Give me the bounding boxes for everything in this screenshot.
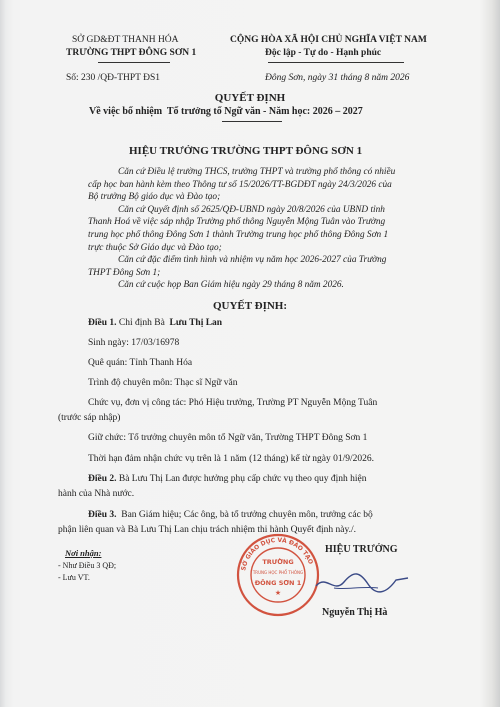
basis-line: Bộ trưởng Bộ giáo dục và Đào tạo; xyxy=(88,192,221,203)
school-name: TRƯỜNG THPT ĐÔNG SƠN 1 xyxy=(66,48,197,58)
basis-line: trực thuộc Sở Giáo dục và Đào tạo; xyxy=(88,242,222,253)
article3-text-cont: phận liên quan và Bà Lưu Thị Lan chịu trách nhiệm thi hành Quyết định này./. xyxy=(58,525,356,535)
recipient-item: - Lưu VT. xyxy=(58,573,90,582)
article2-label: Điều 2. xyxy=(88,474,117,484)
signer-name: Nguyễn Thị Hà xyxy=(322,607,388,618)
appointee-dob: Sinh ngày: 17/03/16978 xyxy=(88,338,180,348)
basis-line: Căn cứ đặc điểm tình hình và nhiệm vụ năm học 2026-2027 của Trường xyxy=(118,255,387,266)
appointee-position: Chức vụ, đơn vị công tác: Phó Hiệu trưởng, Trường PT Nguyễn Mộng Tuân xyxy=(88,398,378,408)
article1-label: Điều 1. xyxy=(88,318,117,328)
appointed-role: Giữ chức: Tổ trưởng chuyên môn tổ Ngữ văn, Trường THPT Đông Sơn 1 xyxy=(88,433,368,443)
appointee-hometown: Quê quán: Tỉnh Thanh Hóa xyxy=(88,358,193,368)
basis-line: trung học phổ thông Đông Sơn 1 thành Trường trung học phổ thông Đông Sơn 1 xyxy=(88,230,389,240)
article3-label: Điều 3. xyxy=(88,510,117,520)
official-stamp xyxy=(236,533,320,617)
article2-text: Bà Lưu Thị Lan được hưởng phụ cấp chức vụ theo quy định hiện xyxy=(118,474,367,484)
handwritten-signature xyxy=(312,568,412,598)
document-subject xyxy=(89,106,363,117)
country-name: CỘNG HÒA XÃ HỘI CHỦ NGHĨA VIỆT NAM xyxy=(230,35,427,45)
stamp-ring-text: SỞ GIÁO DỤC VÀ ĐÀO TẠO xyxy=(240,536,315,572)
appointee-qualification: Trình độ chuyên môn: Thạc sĩ Ngữ văn xyxy=(88,378,238,388)
school-underline xyxy=(98,62,170,63)
basis-line: Thanh Hoá về việc sáp nhập Trường phổ thông Nguyễn Mộng Tuân vào Trường xyxy=(88,217,386,228)
subject-underline xyxy=(222,121,282,122)
article1-line xyxy=(88,318,222,328)
stamp-top-text: TRƯỜNG xyxy=(262,558,294,566)
national-motto: Độc lập - Tự do - Hạnh phúc xyxy=(265,48,382,58)
article2-line xyxy=(88,474,366,484)
article3-text: Ban Giám hiệu; Các ông, bà tổ trưởng chuyên môn, trưởng các bộ xyxy=(121,510,373,520)
stamp-middle-text: TRUNG HỌC PHỔ THÔNG xyxy=(252,570,304,575)
recipients-heading: Nơi nhận: xyxy=(65,548,102,558)
appointee-name: Lưu Thị Lan xyxy=(169,318,223,328)
recipient-item: - Như Điều 3 QĐ; xyxy=(58,561,117,570)
signer-title: HIỆU TRƯỞNG xyxy=(325,544,398,555)
dept-name: SỞ GD&ĐT THANH HÓA xyxy=(72,35,179,45)
basis-line: cấp học ban hành kèm theo Thông tư số 15/2026/TT-BGDĐT ngày 24/3/2026 của xyxy=(88,179,392,190)
basis-line: THPT Đông Sơn 1; xyxy=(88,267,161,278)
appointee-position-cont: (trước sáp nhập) xyxy=(58,413,121,423)
motto-underline xyxy=(268,62,404,63)
place-date: Đông Sơn, ngày 31 tháng 8 năm 2026 xyxy=(265,73,410,83)
article3-line xyxy=(88,510,373,520)
subject-prefix: Về việc bổ nhiệm xyxy=(89,106,163,117)
subject-rest: Tổ trưởng tổ Ngữ văn - Năm học: 2026 – 2027 xyxy=(166,106,363,117)
basis-line: Căn cứ Quyết định số 2625/QĐ-UBND ngày 20/8/2026 của UBND tỉnh xyxy=(118,204,385,215)
term-of-office: Thời hạn đảm nhận chức vụ trên là 1 năm (12 tháng) kể từ ngày 01/9/2026. xyxy=(88,454,375,464)
decision-heading: QUYẾT ĐỊNH: xyxy=(212,300,288,312)
article1-appoint-text: Chỉ định Bà xyxy=(118,318,165,328)
document-title: QUYẾT ĐỊNH xyxy=(214,92,286,104)
svg-text:★: ★ xyxy=(274,589,282,597)
stamp-bottom-text: ĐÔNG SƠN 1 xyxy=(254,579,302,587)
decision-number: Số: 230 /QĐ-THPT ĐS1 xyxy=(66,73,161,83)
basis-line: Căn cứ cuộc họp Ban Giám hiệu ngày 29 tháng 8 năm 2026. xyxy=(118,280,344,291)
article2-text-cont: hành của Nhà nước. xyxy=(58,489,135,499)
basis-line: Căn cứ Điều lệ trường THCS, trường THPT và trường phổ thông có nhiều xyxy=(118,167,396,177)
issuing-authority: HIỆU TRƯỞNG TRƯỜNG THPT ĐÔNG SƠN 1 xyxy=(129,145,363,157)
